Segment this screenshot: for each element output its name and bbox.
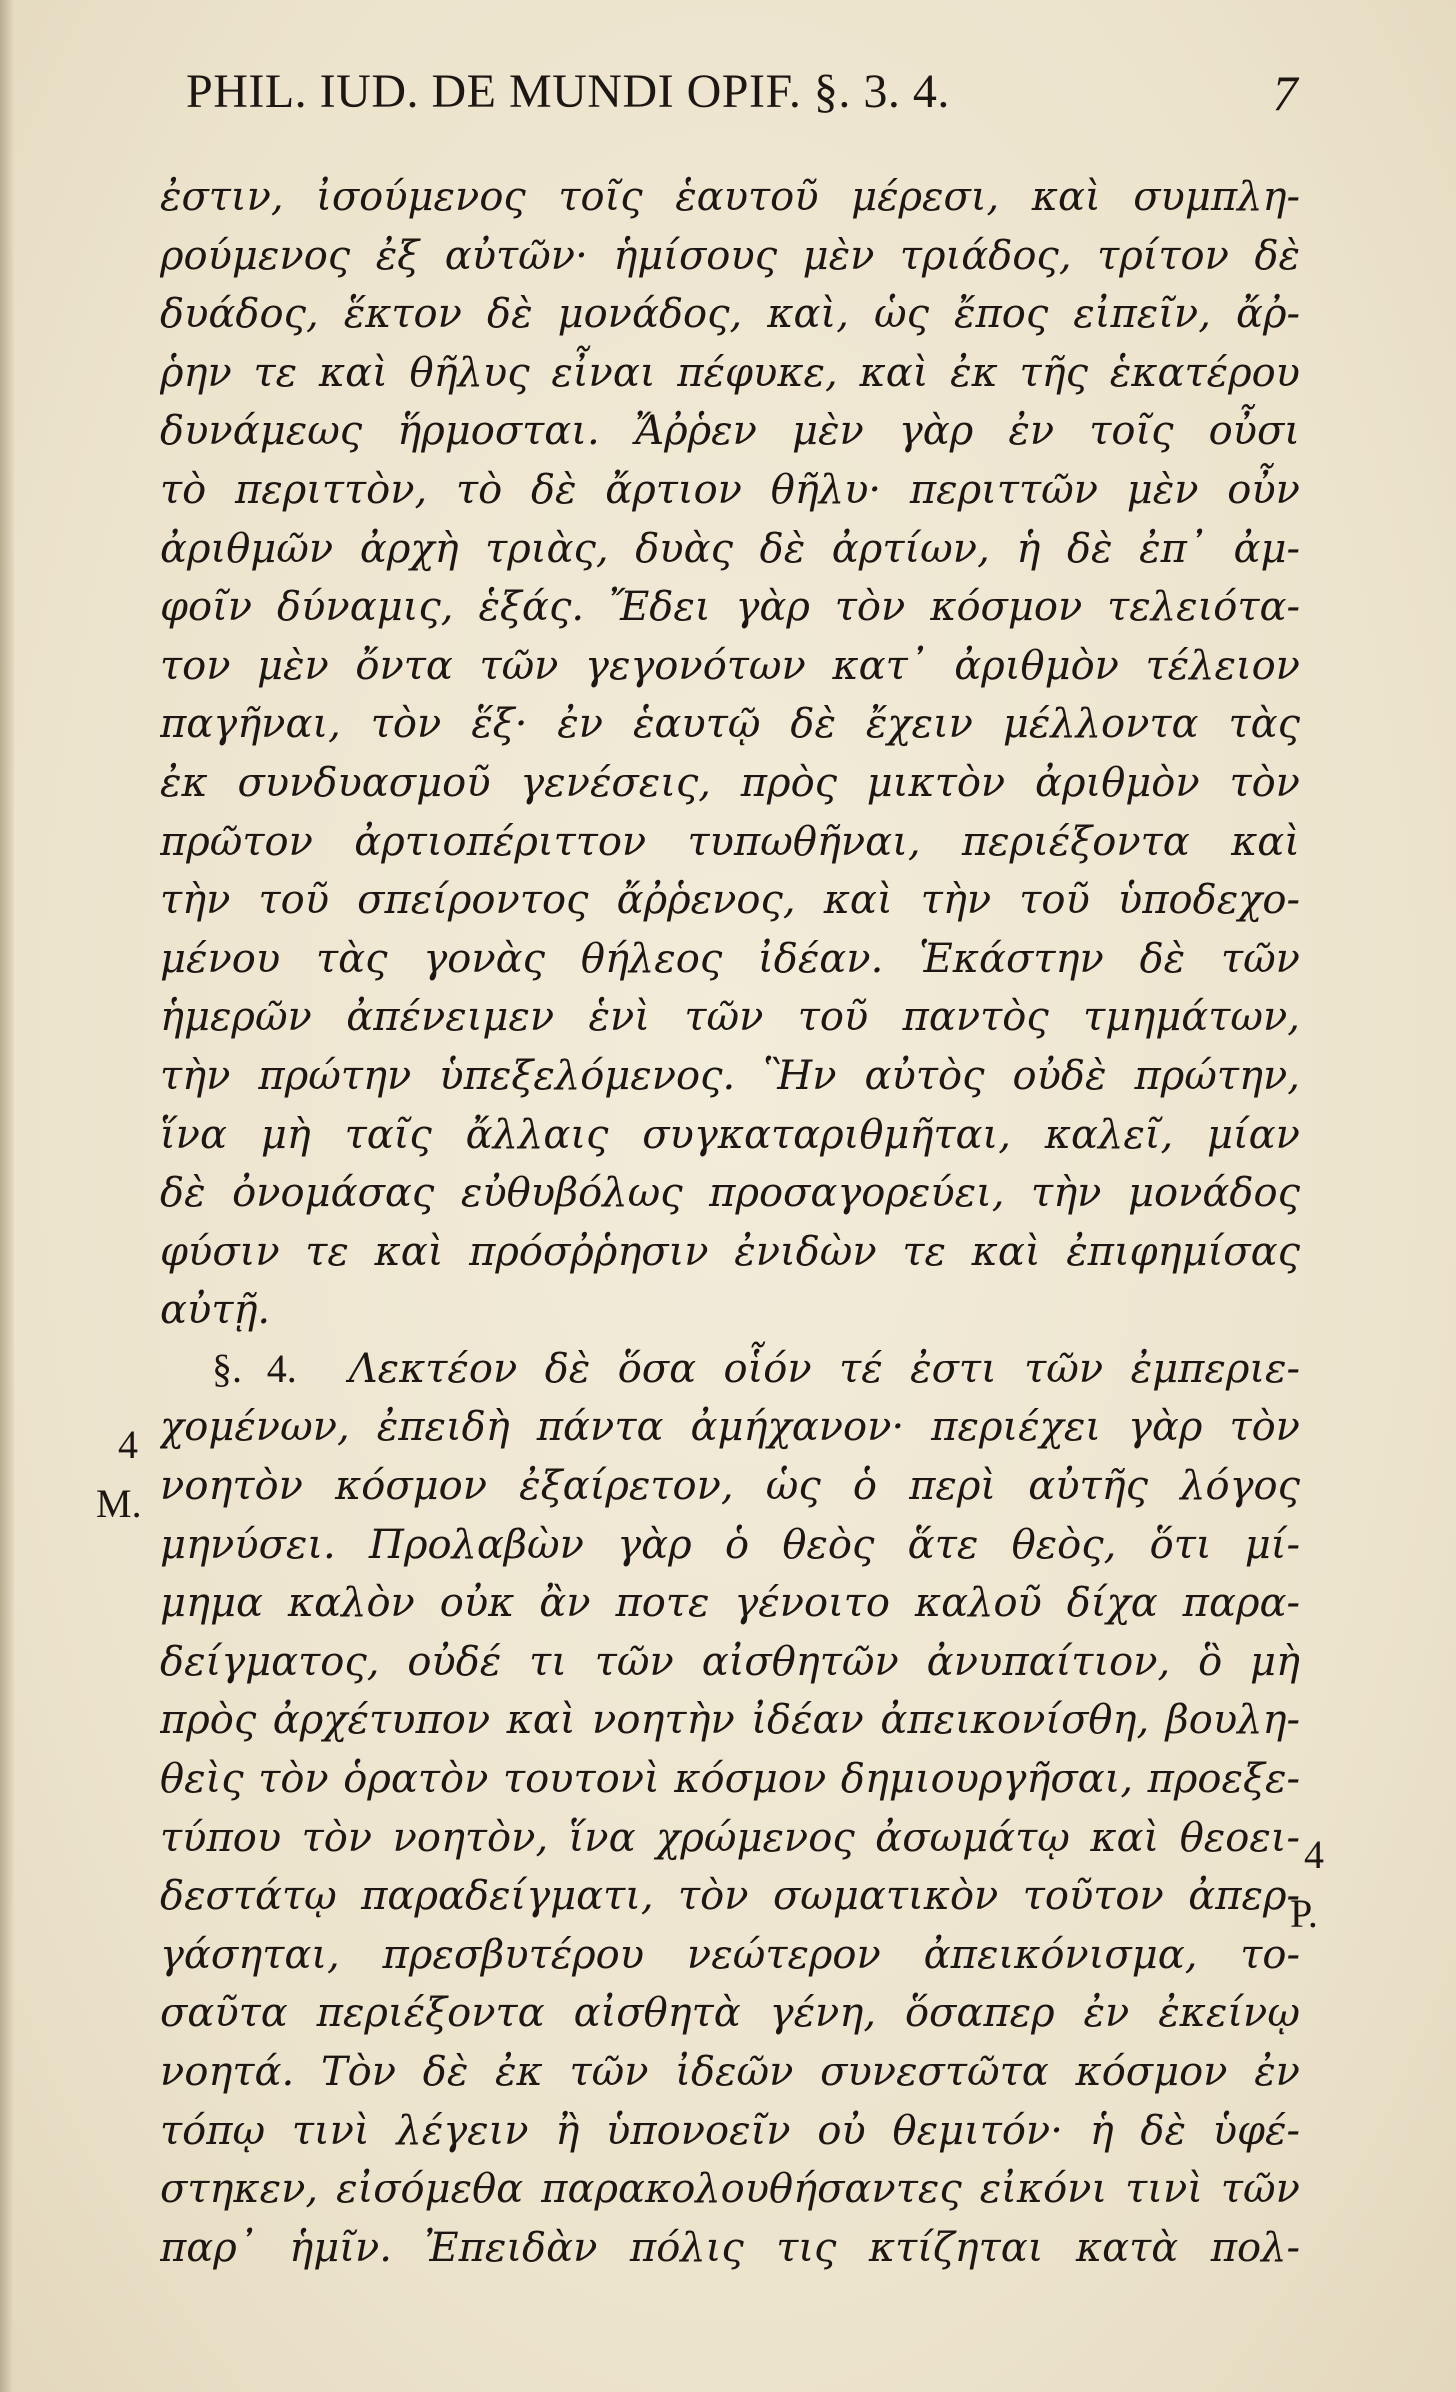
text-line: ἐστιν, ἰσούμενος τοῖς ἑαυτοῦ μέρεσι, καὶ συμπλη-: [160, 174, 1300, 220]
text-line: σαῦτα περιέξοντα αἰσθητὰ γένη, ὅσαπερ ἐν ἐκείνῳ: [160, 1990, 1300, 2037]
text-line: ἐκ συνδυασμοῦ γενέσεις, πρὸς μικτὸν ἀριθμὸν τὸν: [160, 759, 1300, 806]
text-line: πρῶτον ἀρτιοπέριττον τυπωθῆναι, περιέξοντα καὶ: [160, 818, 1300, 865]
text-line: δεστάτῳ παραδείγματι, τὸν σωματικὸν τοῦτον ἀπερ-: [160, 1873, 1300, 1920]
text-line: φύσιν τε καὶ πρόσῤῥησιν ἐνιδὼν τε καὶ ἐπιφημίσας: [160, 1228, 1300, 1275]
page-binding-edge: [0, 0, 14, 2392]
text-line: τύπου τὸν νοητὸν, ἵνα χρώμενος ἀσωμάτῳ καὶ θεοει-: [160, 1814, 1300, 1861]
text-line: νοητά. Τὸν δὲ ἐκ τῶν ἰδεῶν συνεστῶτα κόσμον ἐν: [160, 2049, 1300, 2095]
margin-letter-left: M.: [96, 1481, 142, 1526]
text-line: τὴν πρώτην ὑπεξελόμενος. Ἣν αὐτὸς οὐδὲ πρώτην,: [160, 1052, 1300, 1099]
text-line: ἡμερῶν ἀπένειμεν ἑνὶ τῶν τοῦ παντὸς τμημάτων,: [160, 994, 1300, 1041]
text-line: τόπῳ τινὶ λέγειν ἢ ὑπονοεῖν οὐ θεμιτόν· ἡ δὲ ὑφέ-: [160, 2107, 1300, 2154]
text-line: δὲ ὀνομάσας εὐθυβόλως προσαγορεύει, τὴν μονάδος: [160, 1170, 1300, 1217]
text-line: παγῆναι, τὸν ἕξ· ἐν ἑαυτῷ δὲ ἔχειν μέλλοντα τὰς: [160, 701, 1300, 748]
text-line: ἵνα μὴ ταῖς ἄλλαις συγκαταριθμῆται, καλεῖ, μίαν: [160, 1111, 1300, 1158]
text-line: ῥην τε καὶ θῆλυς εἶναι πέφυκε, καὶ ἐκ τῆς ἑκατέρου: [160, 349, 1300, 396]
page-number: 7: [1272, 65, 1298, 121]
text-line: δυάδος, ἕκτον δὲ μονάδος, καὶ, ὡς ἔπος εἰπεῖν, ἄῤ-: [160, 291, 1300, 338]
text-line-content: Λεκτέον δὲ ὅσα οἷόν τέ ἐστι τῶν ἐμπεριε-: [348, 1345, 1300, 1392]
text-line: χομένων, ἐπειδὴ πάντα ἀμήχανον· περιέχει γὰρ τὸν: [160, 1404, 1300, 1451]
text-line: νοητὸν κόσμον ἐξαίρετον, ὡς ὁ περὶ αὐτῆς λόγος: [160, 1463, 1300, 1510]
text-line: αὐτῇ.: [160, 1287, 271, 1334]
text-line: πρὸς ἀρχέτυπον καὶ νοητὴν ἰδέαν ἀπεικονίσθη, βουλη-: [160, 1697, 1300, 1744]
text-line: τὴν τοῦ σπείροντος ἄῤῥενος, καὶ τὴν τοῦ ὑποδεχο-: [160, 877, 1300, 924]
text-line: μημα καλὸν οὐκ ἂν ποτε γένοιτο καλοῦ δίχα παρα-: [160, 1580, 1300, 1627]
text-line: ἀριθμῶν ἀρχὴ τριὰς, δυὰς δὲ ἀρτίων, ἡ δὲ ἐπ᾽ ἀμ-: [160, 525, 1300, 572]
text-line: τον μὲν ὄντα τῶν γεγονότων κατ᾽ ἀριθμὸν τέλειον: [160, 642, 1300, 689]
margin-number-left: 4: [118, 1422, 138, 1467]
text-line: γάσηται, πρεσβυτέρου νεώτερον ἀπεικόνισμα, το-: [160, 1931, 1300, 1978]
section-4-opening-line: [160, 1340, 1300, 1399]
text-line: μηνύσει. Προλαβὼν γὰρ ὁ θεὸς ἅτε θεὸς, ὅτι μί-: [160, 1521, 1300, 1568]
greek-text-body: [160, 168, 1300, 2277]
running-title: PHIL. IUD. DE MUNDI OPIF. §. 3. 4.: [186, 65, 950, 118]
text-line: δείγματος, οὐδέ τι τῶν αἰσθητῶν ἀνυπαίτιον, ὃ μὴ: [160, 1638, 1300, 1685]
text-line: φοῖν δύναμις, ἑξάς. Ἔδει γὰρ τὸν κόσμον τελειότα-: [160, 584, 1300, 631]
text-line: παρ᾽ ἡμῖν. Ἐπειδὰν πόλις τις κτίζηται κατὰ πολ-: [160, 2224, 1300, 2271]
margin-letter-right: P.: [1290, 1891, 1318, 1936]
text-line: δυνάμεως ἥρμοσται. Ἄῤῥεν μὲν γὰρ ἐν τοῖς οὖσι: [160, 408, 1300, 455]
section-mark: §. 4.: [212, 1345, 297, 1391]
text-line: θεὶς τὸν ὁρατὸν τουτονὶ κόσμον δημιουργῆσαι, προεξε-: [160, 1756, 1300, 1803]
text-line: στηκεν, εἰσόμεθα παρακολουθήσαντες εἰκόνι τινὶ τῶν: [160, 2166, 1300, 2213]
text-line: ρούμενος ἐξ αὐτῶν· ἡμίσους μὲν τριάδος, τρίτον δὲ: [160, 232, 1300, 279]
margin-number-right: 4: [1304, 1832, 1324, 1877]
page-header: [186, 64, 1298, 134]
text-line: μένου τὰς γονὰς θήλεος ἰδέαν. Ἑκάστην δὲ τῶν: [160, 935, 1300, 982]
text-line: τὸ περιττὸν, τὸ δὲ ἄρτιον θῆλυ· περιττῶν μὲν οὖν: [160, 466, 1300, 513]
